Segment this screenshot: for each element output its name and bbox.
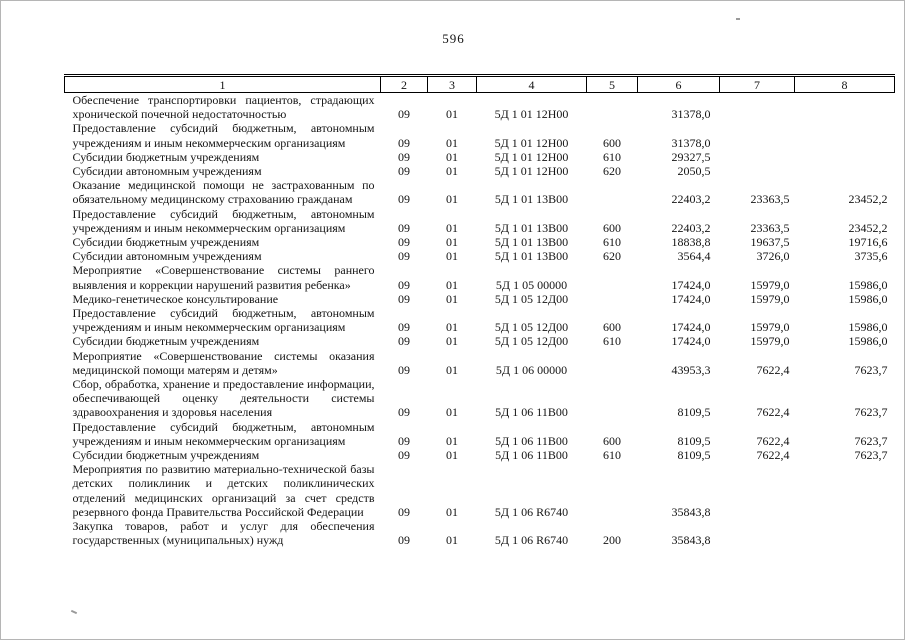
value-cell: 01 bbox=[446, 249, 458, 264]
value-cell: 31378,0 bbox=[671, 107, 711, 122]
value-cell: 01 bbox=[446, 334, 458, 349]
value-cell bbox=[795, 462, 895, 519]
value-cell: 01 bbox=[446, 235, 458, 250]
value-cell: 35843,8 bbox=[671, 533, 711, 548]
value-cell: 600 bbox=[603, 220, 621, 235]
value-cell: 01 bbox=[446, 192, 458, 207]
item-name-cell: Сбор, обработка, хранение и предоставление информации, обеспечивающей оценку деятельности системы здравоохранения и здоровья населения bbox=[72, 377, 375, 420]
value-cell: 610 bbox=[603, 448, 621, 463]
column-header: 7 bbox=[720, 76, 795, 93]
value-cell: 5Д 1 06 R6740 bbox=[494, 533, 569, 548]
value-cell: 23363,5 bbox=[750, 192, 790, 207]
value-cell bbox=[587, 462, 638, 519]
value-cell: 01 bbox=[446, 362, 458, 377]
value-cell: 01 bbox=[446, 164, 458, 179]
table-row bbox=[65, 207, 895, 235]
value-cell: 5Д 1 01 12Н00 bbox=[494, 149, 569, 164]
header-row bbox=[65, 76, 895, 93]
scan-artifact bbox=[71, 610, 77, 614]
value-cell: 2050,5 bbox=[677, 164, 711, 179]
value-cell: 09 bbox=[398, 220, 410, 235]
column-header: 5 bbox=[587, 76, 638, 93]
value-cell: 7623,7 bbox=[854, 433, 888, 448]
value-cell: 5Д 1 06 11В00 bbox=[495, 405, 568, 420]
item-name-cell: Субсидии бюджетным учреждениям bbox=[72, 149, 260, 164]
value-cell: 09 bbox=[398, 249, 410, 264]
value-cell bbox=[720, 93, 795, 122]
value-cell: 23452,2 bbox=[848, 220, 888, 235]
value-cell: 3726,0 bbox=[756, 249, 790, 264]
budget-table bbox=[64, 74, 895, 548]
value-cell: 15986,0 bbox=[848, 320, 888, 335]
value-cell bbox=[587, 292, 638, 306]
table-row bbox=[65, 377, 895, 420]
value-cell: 01 bbox=[446, 504, 458, 519]
value-cell: 09 bbox=[398, 433, 410, 448]
value-cell: 5Д 1 01 12Н00 bbox=[494, 164, 569, 179]
value-cell: 01 bbox=[446, 533, 458, 548]
column-header: 4 bbox=[477, 76, 587, 93]
value-cell: 09 bbox=[398, 291, 410, 306]
table-row bbox=[65, 292, 895, 306]
value-cell: 15979,0 bbox=[750, 291, 790, 306]
value-cell: 01 bbox=[446, 405, 458, 420]
value-cell bbox=[587, 263, 638, 291]
value-cell bbox=[795, 519, 895, 547]
value-cell bbox=[720, 150, 795, 164]
value-cell: 3564,4 bbox=[677, 249, 711, 264]
item-name-cell: Закупка товаров, работ и услуг для обеспечения государственных (муниципальных) нужд bbox=[72, 519, 375, 548]
value-cell bbox=[720, 121, 795, 149]
column-header: 8 bbox=[795, 76, 895, 93]
value-cell: 35843,8 bbox=[671, 504, 711, 519]
value-cell: 22403,2 bbox=[671, 192, 711, 207]
value-cell: 5Д 1 06 11В00 bbox=[495, 433, 568, 448]
item-name-cell: Предоставление субсидий бюджетным, автономным учреждениям и иным некоммерческим организациям bbox=[72, 419, 375, 448]
value-cell: 09 bbox=[398, 362, 410, 377]
value-cell: 5Д 1 01 12Н00 bbox=[494, 107, 569, 122]
table-row bbox=[65, 93, 895, 122]
value-cell: 610 bbox=[603, 334, 621, 349]
value-cell: 7622,4 bbox=[756, 405, 790, 420]
value-cell: 5Д 1 06 R6740 bbox=[494, 504, 569, 519]
value-cell: 7623,7 bbox=[854, 405, 888, 420]
item-name-cell: Мероприятия по развитию материально-технической базы детских поликлиник и детских поликлинических отделений медицинских организаций за счет средств резервного фонда Правительства Российской Федерации bbox=[72, 462, 375, 519]
value-cell: 5Д 1 01 12Н00 bbox=[494, 135, 569, 150]
value-cell: 09 bbox=[398, 164, 410, 179]
table-body bbox=[65, 93, 895, 548]
table-row bbox=[65, 349, 895, 377]
value-cell: 01 bbox=[446, 291, 458, 306]
table-row bbox=[65, 263, 895, 291]
value-cell: 22403,2 bbox=[671, 220, 711, 235]
value-cell: 09 bbox=[398, 135, 410, 150]
value-cell: 8109,5 bbox=[677, 433, 711, 448]
value-cell: 01 bbox=[446, 220, 458, 235]
value-cell: 620 bbox=[603, 249, 621, 264]
value-cell bbox=[587, 377, 638, 420]
value-cell: 17424,0 bbox=[671, 334, 711, 349]
item-name-cell: Оказание медицинской помощи не застрахованным по обязательному медицинскому страхованию гражданам bbox=[72, 178, 375, 207]
table-row bbox=[65, 448, 895, 462]
table-row bbox=[65, 178, 895, 206]
value-cell: 15986,0 bbox=[848, 291, 888, 306]
value-cell: 200 bbox=[603, 533, 621, 548]
value-cell bbox=[795, 150, 895, 164]
value-cell: 600 bbox=[603, 320, 621, 335]
value-cell: 7622,4 bbox=[756, 448, 790, 463]
table-row bbox=[65, 420, 895, 448]
value-cell: 09 bbox=[398, 504, 410, 519]
value-cell: 5Д 1 05 00000 bbox=[495, 277, 568, 292]
value-cell bbox=[720, 164, 795, 178]
value-cell: 09 bbox=[398, 107, 410, 122]
table-row bbox=[65, 249, 895, 263]
value-cell: 01 bbox=[446, 320, 458, 335]
value-cell: 17424,0 bbox=[671, 291, 711, 306]
value-cell: 5Д 1 01 13В00 bbox=[494, 235, 569, 250]
value-cell: 620 bbox=[603, 164, 621, 179]
value-cell: 31378,0 bbox=[671, 135, 711, 150]
value-cell: 01 bbox=[446, 277, 458, 292]
column-header: 2 bbox=[381, 76, 428, 93]
value-cell: 7623,7 bbox=[854, 448, 888, 463]
item-name-cell: Предоставление субсидий бюджетным, автономным учреждениям и иным некоммерческим организациям bbox=[72, 121, 375, 150]
value-cell: 15979,0 bbox=[750, 334, 790, 349]
value-cell bbox=[587, 93, 638, 122]
value-cell: 09 bbox=[398, 235, 410, 250]
value-cell bbox=[587, 178, 638, 206]
value-cell: 01 bbox=[446, 433, 458, 448]
value-cell: 19637,5 bbox=[750, 235, 790, 250]
value-cell: 5Д 1 01 13В00 bbox=[494, 249, 569, 264]
item-name-cell: Субсидии бюджетным учреждениям bbox=[72, 334, 260, 349]
value-cell: 7622,4 bbox=[756, 362, 790, 377]
value-cell: 15986,0 bbox=[848, 334, 888, 349]
value-cell: 09 bbox=[398, 192, 410, 207]
value-cell: 09 bbox=[398, 334, 410, 349]
table-row bbox=[65, 121, 895, 149]
scan-artifact bbox=[736, 18, 740, 20]
item-name-cell: Мероприятие «Совершенствование системы оказания медицинской помощи матерям и детям» bbox=[72, 348, 375, 377]
value-cell: 18838,8 bbox=[671, 235, 711, 250]
value-cell: 17424,0 bbox=[671, 277, 711, 292]
item-name-cell: Субсидии автономным учреждениям bbox=[72, 249, 262, 264]
value-cell: 5Д 1 01 13В00 bbox=[494, 220, 569, 235]
item-name-cell: Субсидии автономным учреждениям bbox=[72, 164, 262, 179]
value-cell: 5Д 1 05 12Д00 bbox=[494, 334, 569, 349]
value-cell: 600 bbox=[603, 433, 621, 448]
item-name-cell: Медико-генетическое консультирование bbox=[72, 291, 279, 306]
value-cell: 5Д 1 05 12Д00 bbox=[494, 320, 569, 335]
item-name-cell: Предоставление субсидий бюджетным, автономным учреждениям и иным некоммерческим организациям bbox=[72, 206, 375, 235]
value-cell: 17424,0 bbox=[671, 320, 711, 335]
value-cell: 19716,6 bbox=[848, 235, 888, 250]
value-cell: 43953,3 bbox=[671, 362, 711, 377]
value-cell: 09 bbox=[398, 277, 410, 292]
table-header bbox=[65, 76, 895, 93]
value-cell: 09 bbox=[398, 149, 410, 164]
value-cell: 610 bbox=[603, 149, 621, 164]
value-cell bbox=[795, 121, 895, 149]
value-cell: 610 bbox=[603, 235, 621, 250]
value-cell: 09 bbox=[398, 533, 410, 548]
value-cell bbox=[795, 93, 895, 122]
value-cell: 15986,0 bbox=[848, 277, 888, 292]
value-cell: 23452,2 bbox=[848, 192, 888, 207]
table-row bbox=[65, 306, 895, 334]
value-cell: 23363,5 bbox=[750, 220, 790, 235]
value-cell: 8109,5 bbox=[677, 405, 711, 420]
value-cell: 600 bbox=[603, 135, 621, 150]
value-cell: 01 bbox=[446, 448, 458, 463]
value-cell bbox=[720, 519, 795, 547]
value-cell: 5Д 1 06 00000 bbox=[495, 362, 568, 377]
value-cell: 09 bbox=[398, 448, 410, 463]
column-header: 6 bbox=[638, 76, 720, 93]
value-cell: 09 bbox=[398, 405, 410, 420]
item-name-cell: Субсидии бюджетным учреждениям bbox=[72, 448, 260, 463]
table-row bbox=[65, 462, 895, 519]
value-cell bbox=[720, 462, 795, 519]
value-cell: 3735,6 bbox=[854, 249, 888, 264]
value-cell: 15979,0 bbox=[750, 277, 790, 292]
item-name-cell: Субсидии бюджетным учреждениям bbox=[72, 235, 260, 250]
column-header: 3 bbox=[428, 76, 477, 93]
item-name-cell: Мероприятие «Совершенствование системы раннего выявления и коррекции нарушений развития ребенка» bbox=[72, 263, 375, 292]
value-cell: 8109,5 bbox=[677, 448, 711, 463]
value-cell: 01 bbox=[446, 107, 458, 122]
value-cell bbox=[587, 349, 638, 377]
value-cell bbox=[795, 164, 895, 178]
page-number: 596 bbox=[442, 31, 465, 46]
table-row bbox=[65, 150, 895, 164]
value-cell: 7622,4 bbox=[756, 433, 790, 448]
table-row bbox=[65, 235, 895, 249]
value-cell: 5Д 1 06 11В00 bbox=[495, 448, 568, 463]
value-cell: 01 bbox=[446, 149, 458, 164]
table-row bbox=[65, 334, 895, 348]
value-cell: 29327,5 bbox=[671, 149, 711, 164]
value-cell: 5Д 1 01 13В00 bbox=[494, 192, 569, 207]
table-row bbox=[65, 164, 895, 178]
value-cell: 09 bbox=[398, 320, 410, 335]
value-cell: 15979,0 bbox=[750, 320, 790, 335]
value-cell: 01 bbox=[446, 135, 458, 150]
table-row bbox=[65, 519, 895, 547]
value-cell: 7623,7 bbox=[854, 362, 888, 377]
value-cell: 5Д 1 05 12Д00 bbox=[494, 291, 569, 306]
item-name-cell: Обеспечение транспортировки пациентов, страдающих хронической почечной недостаточностью bbox=[72, 93, 375, 122]
column-header: 1 bbox=[65, 76, 381, 93]
item-name-cell: Предоставление субсидий бюджетным, автономным учреждениям и иным некоммерческим организациям bbox=[72, 306, 375, 335]
